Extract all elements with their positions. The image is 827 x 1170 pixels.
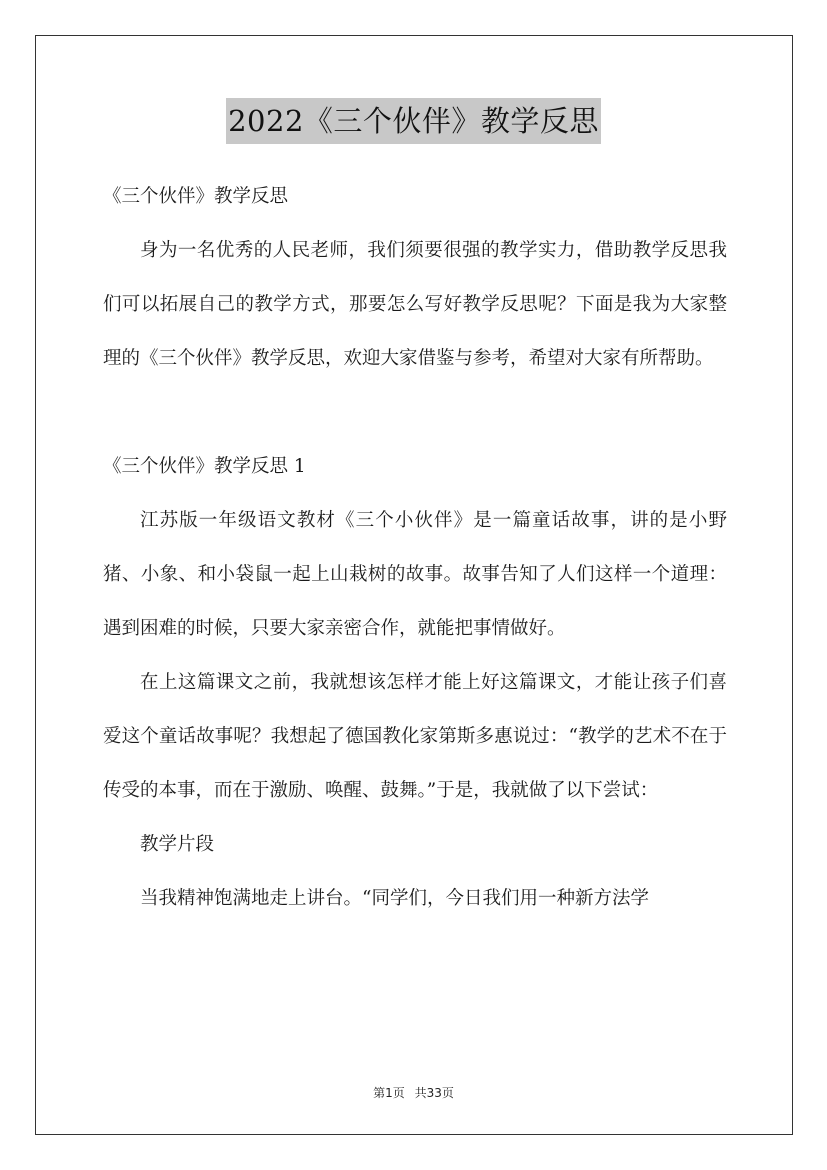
section-heading: 《三个伙伴》教学反思 xyxy=(103,186,289,207)
page-number: 第1页 xyxy=(373,1086,405,1100)
intro-paragraph: 身为一名优秀的人民老师，我们须要很强的教学实力，借助教学反思我们可以拓展自己的教学方式，那要怎么写好教学反思呢？下面是我为大家整理的《三个伙伴》教学反思，欢迎大家借鉴与参考，希望对大家有所帮助。 xyxy=(103,240,727,369)
document-title: 2022《三个伙伴》教学反思 xyxy=(226,98,601,144)
body-paragraph: 在上这篇课文之前，我就想该怎样才能上好这篇课文，才能让孩子们喜爱这个童话故事呢？我想起了德国教化家第斯多惠说过：“教学的艺术不在于传受的本事，而在于激励、唤醒、鼓舞。”于是，我就做了以下尝试： xyxy=(103,672,727,801)
page-total: 共33页 xyxy=(414,1086,454,1100)
body-paragraph: 当我精神饱满地走上讲台。“同学们，今日我们用一种新方法学 xyxy=(140,888,649,909)
subsection-heading: 《三个伙伴》教学反思 1 xyxy=(103,456,306,477)
page-footer xyxy=(0,1084,827,1101)
teaching-segment-label: 教学片段 xyxy=(140,834,215,855)
paragraph-spacer xyxy=(103,386,727,440)
document-body xyxy=(103,170,727,926)
body-paragraph: 江苏版一年级语文教材《三个小伙伴》是一篇童话故事，讲的是小野猪、小象、和小袋鼠一起上山栽树的故事。故事告知了人们这样一个道理：遇到困难的时候，只要大家亲密合作，就能把事情做好。 xyxy=(103,510,727,639)
document-title-block xyxy=(0,98,827,144)
